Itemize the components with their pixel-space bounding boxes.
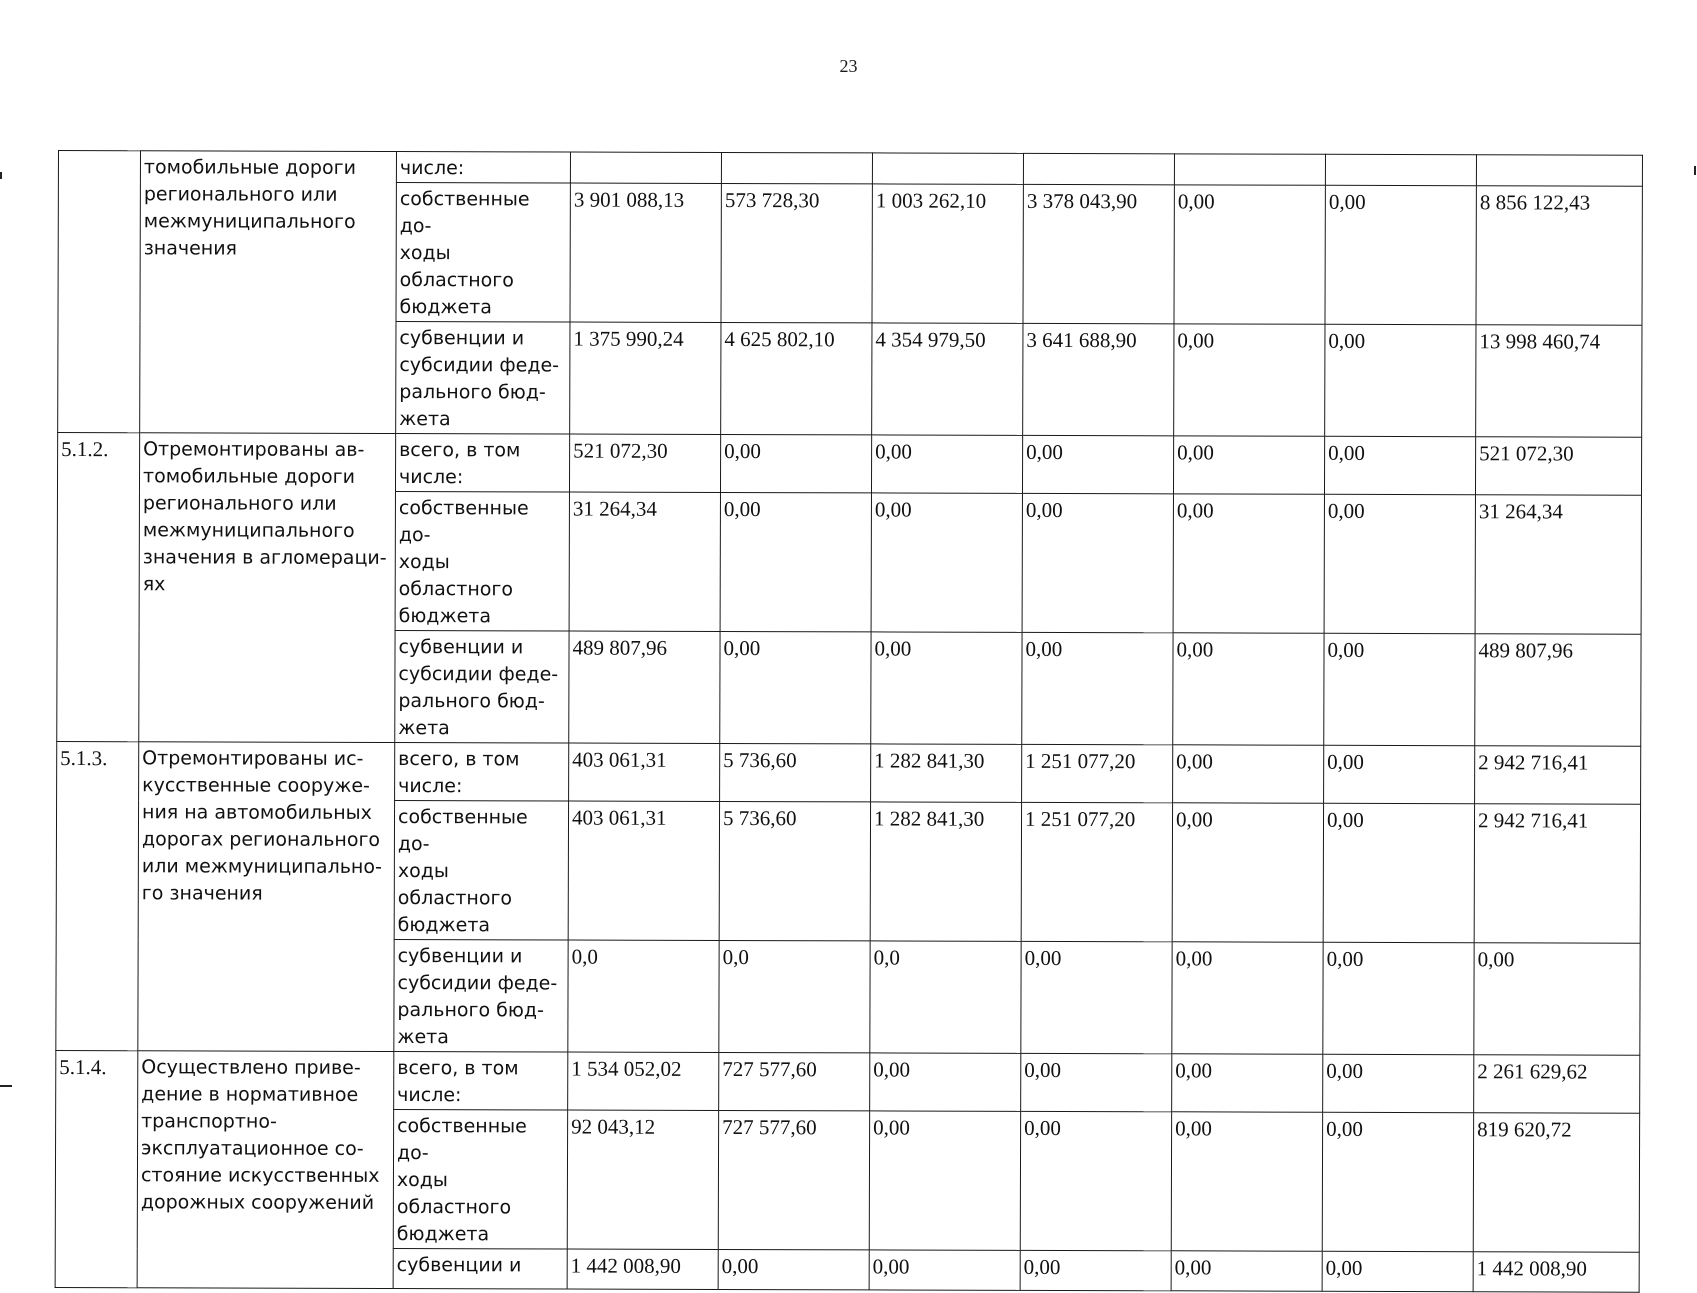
item-title: Отремонтированы ав- томобильные дороги регионального или межмуниципального значения в агломераци- ях xyxy=(139,433,396,743)
year-value-cell: 0,00 xyxy=(1171,1251,1322,1291)
year-value-cell: 0,00 xyxy=(1324,633,1475,745)
year-value-cell: 0,00 xyxy=(1322,1112,1473,1251)
table-row xyxy=(58,151,1642,187)
year-value-cell: 0,00 xyxy=(1324,494,1475,633)
year-value-cell: 4 354 979,50 xyxy=(872,323,1023,435)
funding-source-label: субвенции и субсидии феде- рального бюд- жета xyxy=(394,940,568,1053)
table-row xyxy=(57,741,1641,804)
year-value-cell: 0,00 xyxy=(1324,745,1475,803)
year-value-cell: 1 534 052,02 xyxy=(568,1052,719,1110)
year-value-cell: 0,00 xyxy=(1172,1054,1323,1112)
year-value-cell: 1 282 841,30 xyxy=(871,744,1022,802)
year-value-cell: 0,00 xyxy=(869,1111,1020,1250)
scan-mark-bottom-left xyxy=(0,1085,12,1087)
year-value-cell: 727 577,60 xyxy=(719,1052,870,1110)
funding-source-label: субвенции и субсидии феде- рального бюд- жета xyxy=(395,631,569,744)
year-value-cell: 31 264,34 xyxy=(569,492,720,631)
total-value-cell: 819 620,72 xyxy=(1473,1113,1639,1252)
year-value-cell: 727 577,60 xyxy=(718,1110,869,1249)
year-value-cell: 0,00 xyxy=(871,632,1022,744)
total-value-cell: 2 261 629,62 xyxy=(1474,1055,1640,1113)
table-row xyxy=(57,433,1641,496)
year-value-cell: 0,0 xyxy=(568,940,719,1052)
year-value-cell: 0,00 xyxy=(1324,436,1475,494)
year-value-cell xyxy=(1325,154,1476,185)
year-value-cell: 0,00 xyxy=(1022,493,1173,632)
year-value-cell: 521 072,30 xyxy=(569,434,720,492)
funding-source-label: собственные до- ходы областного бюджета xyxy=(394,801,568,941)
total-value-cell: 489 807,96 xyxy=(1475,634,1641,746)
funding-source-label: собственные до- ходы областного бюджета xyxy=(395,492,569,632)
funding-source-label: числе: xyxy=(396,152,570,184)
item-code xyxy=(58,151,141,433)
page-number: 23 xyxy=(839,56,858,76)
year-value-cell: 5 736,60 xyxy=(719,801,870,940)
year-value-cell: 403 061,31 xyxy=(568,801,719,940)
year-value-cell: 0,00 xyxy=(1022,632,1173,744)
year-value-cell: 0,00 xyxy=(1323,803,1474,942)
total-value-cell: 521 072,30 xyxy=(1475,437,1641,495)
year-value-cell: 0,00 xyxy=(1022,435,1173,493)
year-value-cell: 0,00 xyxy=(1173,494,1324,633)
funding-source-label: всего, в том числе: xyxy=(394,1052,568,1111)
budget-table xyxy=(55,150,1643,1293)
year-value-cell: 0,0 xyxy=(719,940,870,1052)
funding-source-label: субвенции и субсидии феде- рального бюд- жета xyxy=(396,322,570,435)
year-value-cell: 1 251 077,20 xyxy=(1022,744,1173,802)
year-value-cell: 0,00 xyxy=(871,493,1022,632)
item-code: 5.1.2. xyxy=(57,433,140,742)
year-value-cell: 0,00 xyxy=(720,492,871,631)
year-value-cell: 3 378 043,90 xyxy=(1023,184,1174,323)
year-value-cell: 3 901 088,13 xyxy=(570,183,721,322)
total-value-cell xyxy=(1476,155,1642,186)
year-value-cell: 0,00 xyxy=(1174,185,1325,324)
year-value-cell: 0,00 xyxy=(1174,324,1325,436)
year-value-cell: 0,00 xyxy=(1171,1112,1322,1251)
year-value-cell: 0,00 xyxy=(871,435,1022,493)
item-title: Отремонтированы ис- кусственные сооруже- ния на автомобильных дорогах регионального или межмуниципально- го значения xyxy=(138,742,395,1052)
year-value-cell: 0,00 xyxy=(1173,745,1324,803)
year-value-cell: 0,00 xyxy=(1323,942,1474,1054)
year-value-cell: 1 003 262,10 xyxy=(872,184,1023,323)
year-value-cell: 0,00 xyxy=(1322,1251,1473,1291)
year-value-cell: 0,00 xyxy=(1325,324,1476,436)
item-code: 5.1.4. xyxy=(55,1050,138,1287)
scan-mark-right xyxy=(1694,166,1696,175)
year-value-cell xyxy=(1023,153,1174,184)
year-value-cell: 0,00 xyxy=(1021,1053,1172,1111)
total-value-cell: 1 442 008,90 xyxy=(1473,1252,1639,1292)
item-title: томобильные дороги регионального или межмуниципального значения xyxy=(140,151,397,434)
year-value-cell: 1 442 008,90 xyxy=(567,1249,718,1289)
year-value-cell: 0,00 xyxy=(720,631,871,743)
total-value-cell: 13 998 460,74 xyxy=(1476,325,1642,437)
funding-source-label: собственные до- ходы областного бюджета xyxy=(393,1110,567,1250)
year-value-cell: 0,00 xyxy=(1020,1250,1171,1290)
year-value-cell: 0,00 xyxy=(1020,1111,1171,1250)
year-value-cell: 1 375 990,24 xyxy=(570,322,721,434)
year-value-cell: 573 728,30 xyxy=(721,183,872,322)
total-value-cell: 31 264,34 xyxy=(1475,495,1641,634)
total-value-cell: 2 942 716,41 xyxy=(1475,746,1641,804)
year-value-cell: 0,00 xyxy=(718,1249,869,1289)
table-body xyxy=(55,151,1642,1293)
year-value-cell xyxy=(1174,154,1325,185)
year-value-cell: 0,00 xyxy=(1323,1054,1474,1112)
table-row xyxy=(56,1050,1640,1113)
year-value-cell: 0,00 xyxy=(1021,941,1172,1053)
funding-source-label: собственные до- ходы областного бюджета xyxy=(396,183,570,323)
year-value-cell: 4 625 802,10 xyxy=(721,322,872,434)
funding-source-label: всего, в том числе: xyxy=(395,743,569,802)
year-value-cell: 0,00 xyxy=(1172,942,1323,1054)
year-value-cell: 1 282 841,30 xyxy=(870,802,1021,941)
year-value-cell: 92 043,12 xyxy=(567,1110,718,1249)
scan-mark-left xyxy=(0,172,2,179)
year-value-cell xyxy=(570,152,721,183)
funding-source-label: субвенции и xyxy=(393,1248,567,1289)
total-value-cell: 0,00 xyxy=(1474,943,1640,1055)
year-value-cell: 3 641 688,90 xyxy=(1023,323,1174,435)
year-value-cell: 0,00 xyxy=(1172,803,1323,942)
year-value-cell: 489 807,96 xyxy=(569,631,720,743)
year-value-cell: 1 251 077,20 xyxy=(1021,802,1172,941)
year-value-cell xyxy=(872,153,1023,184)
year-value-cell: 0,00 xyxy=(869,1250,1020,1290)
year-value-cell: 0,00 xyxy=(1325,185,1476,324)
total-value-cell: 8 856 122,43 xyxy=(1476,186,1642,325)
item-title: Осуществлено приве- дение в нормативное транспортно- эксплуатационное со- стояние искусственных дорожных сооружений xyxy=(137,1051,394,1289)
year-value-cell: 0,00 xyxy=(1173,633,1324,745)
year-value-cell: 0,00 xyxy=(720,434,871,492)
year-value-cell: 403 061,31 xyxy=(569,743,720,801)
funding-source-label: всего, в том числе: xyxy=(395,434,569,493)
year-value-cell: 0,00 xyxy=(870,1053,1021,1111)
year-value-cell xyxy=(721,152,872,183)
year-value-cell: 0,00 xyxy=(1173,436,1324,494)
total-value-cell: 2 942 716,41 xyxy=(1474,804,1640,943)
year-value-cell: 5 736,60 xyxy=(720,743,871,801)
year-value-cell: 0,0 xyxy=(870,941,1021,1053)
item-code: 5.1.3. xyxy=(56,741,139,1050)
